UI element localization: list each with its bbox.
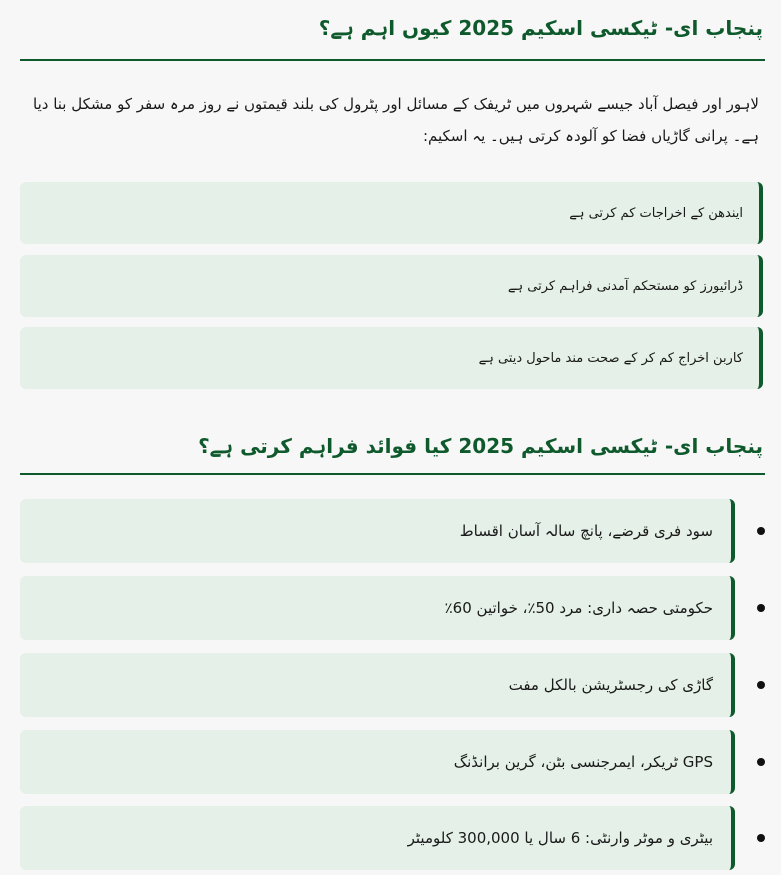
section2-heading: پنجاب ای- ٹیکسی اسکیم 2025 کیا فوائد فراہم کرتی ہے؟: [198, 434, 763, 458]
point-box: [20, 255, 763, 317]
point-text: کاربن اخراج کم کر کے صحت مند ماحول دیتی ہے: [478, 350, 743, 366]
point-box: [20, 327, 763, 389]
benefit-box: [20, 499, 735, 563]
benefit-text: سود فری قرضے، پانچ سالہ آسان اقساط: [459, 522, 713, 540]
benefit-text: GPS ٹریکر، ایمرجنسی بٹن، گرین برانڈنگ: [453, 753, 713, 771]
section1-heading: پنجاب ای- ٹیکسی اسکیم 2025 کیوں اہم ہے؟: [318, 16, 763, 40]
section2-divider: [20, 473, 765, 475]
bullet-icon: [757, 527, 765, 535]
bullet-icon: [757, 758, 765, 766]
section1-divider: [20, 59, 765, 61]
benefit-box: [20, 806, 735, 870]
benefit-text: حکومتی حصہ داری: مرد 50٪، خواتین 60٪: [444, 599, 713, 617]
bullet-icon: [757, 681, 765, 689]
section1-paragraph: لاہور اور فیصل آباد جیسے شہروں میں ٹریفک کے مسائل اور پٹرول کی بلند قیمتوں نے روز مرہ سفر کو مشکل بنا دیا ہے۔ پرانی گاڑیاں فضا کو آلودہ کرتی ہیں۔ یہ اسکیم:: [33, 95, 759, 145]
benefit-text: بیٹری و موٹر وارنٹی: 6 سال یا 300,000 کلومیٹر: [407, 829, 713, 847]
benefit-box: [20, 730, 735, 794]
point-box: [20, 182, 763, 244]
benefit-box: [20, 576, 735, 640]
point-text: ایندھن کے اخراجات کم کرتی ہے: [569, 205, 743, 221]
bullet-icon: [757, 604, 765, 612]
point-text: ڈرائیورز کو مستحکم آمدنی فراہم کرتی ہے: [507, 278, 743, 294]
benefit-box: [20, 653, 735, 717]
benefit-text: گاڑی کی رجسٹریشن بالکل مفت: [508, 676, 713, 694]
bullet-icon: [757, 834, 765, 842]
